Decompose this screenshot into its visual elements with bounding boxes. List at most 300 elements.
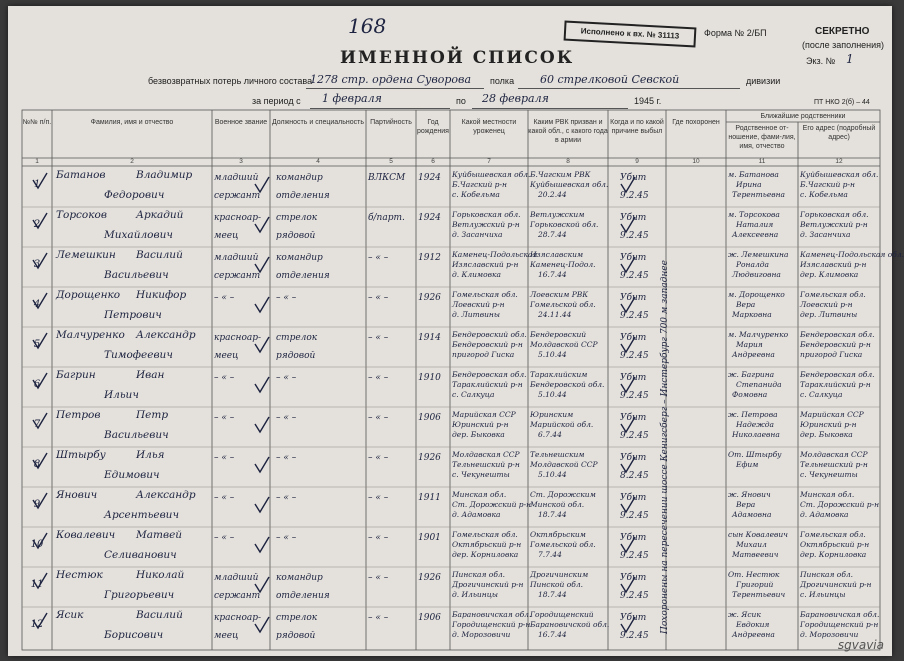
birthplace-line-1: Гомельская обл. — [452, 290, 518, 299]
rank-line-1: – « – — [214, 413, 235, 423]
rvk-line-1: Октябрьским — [530, 530, 586, 539]
birth-year: 1901 — [418, 533, 441, 543]
copy-label: Экз. № — [806, 56, 836, 66]
patronymic: Григорьевич — [104, 589, 175, 601]
first-name: Илья — [136, 449, 165, 461]
position-line-2: отделения — [276, 191, 330, 201]
address-line-2: Октябрьский р-н — [800, 540, 870, 549]
fate-date: 9.2.45 — [620, 511, 649, 521]
rvk-line-1: Ст. Дорожским — [530, 490, 596, 499]
row-number: 6 — [33, 379, 41, 390]
birth-year: 1910 — [418, 373, 441, 383]
patronymic: Ильич — [104, 389, 139, 401]
address-line-1: Барановичская обл. — [800, 610, 880, 619]
fate-date: 9.2.45 — [620, 431, 649, 441]
relative-line-2: Вера — [736, 300, 756, 309]
relative-line-2: Мария — [736, 340, 763, 349]
relative-line-2: Григорий — [736, 580, 774, 589]
fate-reason: Убит — [620, 573, 647, 583]
address-line-3: дер. Корниловка — [800, 550, 867, 559]
birthplace-line-2: Лоевский р-н — [452, 300, 505, 309]
patronymic: Федорович — [104, 189, 165, 201]
relative-line-2: Наталия — [736, 220, 774, 229]
fate-reason: Убит — [620, 493, 647, 503]
birthplace-line-2: Изяславский р-н — [452, 260, 519, 269]
fate-reason: Убит — [620, 213, 647, 223]
rvk-line-2: Куйбышевская обл. — [530, 180, 609, 189]
rank-line-2: сержант — [214, 591, 261, 601]
relative-line-2: Евдокия — [736, 620, 770, 629]
print-code: ПТ НКО 2(б) – 44 — [814, 99, 870, 106]
rank-line-1: – « – — [214, 493, 235, 503]
rank-line-1: младший — [214, 573, 259, 583]
relative-line-3: Адамовна — [732, 510, 772, 519]
last-name: Торсоков — [56, 209, 107, 221]
birth-year: 1914 — [418, 333, 441, 343]
rvk-line-2: Молдавской ССР — [530, 460, 598, 469]
birthplace-line-1: Горьковская обл. — [452, 210, 521, 219]
rank-line-1: – « – — [214, 533, 235, 543]
column-number-7: 7 — [487, 158, 491, 165]
fate-date: 9.2.45 — [620, 231, 649, 241]
first-name: Иван — [136, 369, 165, 381]
rvk-line-2: Молдавской ССР — [530, 340, 598, 349]
fate-date: 9.2.45 — [620, 191, 649, 201]
row-number: 1 — [33, 179, 41, 190]
birthplace-line-1: Каменец-Подольская — [452, 250, 538, 259]
birthplace-line-2: Ветлужский р-н — [452, 220, 520, 229]
position-line-2: рядовой — [276, 631, 316, 641]
address-line-3: с. Ильинцы — [800, 590, 846, 599]
party-membership: – « – — [368, 493, 389, 503]
address-line-3: дер. Литвины — [800, 310, 858, 319]
rank-line-2: меец — [214, 351, 239, 361]
rvk-line-2: Каменец-Подол. — [530, 260, 596, 269]
rvk-line-3: 16.7.44 — [538, 630, 567, 639]
column-header-2: Фамилия, имя и отчество — [90, 119, 174, 126]
birthplace-line-1: Минская обл. — [452, 490, 507, 499]
birthplace-line-3: дер. Быковка — [452, 430, 505, 439]
birth-year: 1924 — [418, 173, 441, 183]
column-number-4: 4 — [316, 158, 320, 165]
patronymic: Арсентьевич — [104, 509, 179, 521]
rvk-line-3: 16.7.44 — [538, 270, 567, 279]
address-line-2: Изяславский р-н — [800, 260, 867, 269]
row-number: 9 — [33, 499, 41, 510]
relative-line-2: Ефим — [736, 460, 759, 469]
birthplace-line-1: Куйбышевская обл. — [452, 170, 531, 179]
column-header-12: Его адрес (подробный адрес) — [802, 125, 876, 141]
last-name: Янович — [56, 489, 98, 501]
birthplace-line-2: Б.Чагский р-н — [452, 180, 507, 189]
birthplace-line-2: Юринский р-н — [452, 420, 509, 429]
party-membership: – « – — [368, 373, 389, 383]
rank-line-2: сержант — [214, 271, 261, 281]
relative-line-2: Вера — [736, 500, 756, 509]
column-number-10: 10 — [692, 158, 700, 165]
patronymic: Петрович — [104, 309, 162, 321]
birthplace-line-3: д. Адамовка — [452, 510, 501, 519]
after-filling-label: (после заполнения) — [802, 40, 885, 50]
party-membership: – « – — [368, 333, 389, 343]
row-number: 5 — [33, 339, 41, 350]
party-membership: ВЛКСМ — [368, 173, 406, 183]
column-header-5: Партийность — [370, 119, 412, 126]
patronymic: Васильевич — [104, 429, 169, 441]
position-line-2: отделения — [276, 271, 330, 281]
fate-reason: Убит — [620, 173, 647, 183]
rvk-line-1: Бендеровский — [530, 330, 587, 339]
address-line-2: Б.Чагский р-н — [800, 180, 855, 189]
position-line-2: отделения — [276, 591, 330, 601]
birthplace-line-3: дер. Корниловка — [452, 550, 519, 559]
form-label: Форма № 2/БП — [704, 28, 767, 38]
division-name: 60 стрелковой Севской — [540, 73, 680, 86]
first-name: Николай — [136, 569, 185, 581]
fate-reason: Убит — [620, 413, 647, 423]
party-membership: б/парт. — [368, 213, 405, 223]
rvk-line-3: 18.7.44 — [538, 590, 567, 599]
rvk-line-2: Гомельской обл. — [530, 540, 596, 549]
rvk-line-1: Дрогичинским — [530, 570, 589, 579]
birthplace-line-3: д. Климовка — [452, 270, 501, 279]
address-line-1: Молдавская ССР — [800, 450, 868, 459]
address-line-1: Пинская обл. — [800, 570, 854, 579]
last-name: Малчуренко — [56, 329, 125, 341]
column-header-10: Где похоронен — [672, 119, 720, 126]
row-number: 10 — [30, 539, 44, 550]
relative-line-1: ж. Ясик — [728, 610, 761, 619]
rvk-line-3: 5.10.44 — [538, 350, 567, 359]
column-header-4: Должность и специальность — [271, 119, 365, 126]
birthplace-line-1: Молдавская ССР — [452, 450, 520, 459]
position-line-1: – « – — [276, 293, 297, 303]
rvk-line-2: Барановичской обл. — [530, 620, 610, 629]
birthplace-line-2: Дрогичинский р-н — [452, 580, 524, 589]
birthplace-line-3: с. Чекунешты — [452, 470, 510, 479]
patronymic: Васильевич — [104, 269, 169, 281]
birthplace-line-1: Барановичская обл. — [452, 610, 532, 619]
birth-year: 1906 — [418, 413, 441, 423]
column-header-7: Какой местности уроженец — [461, 119, 517, 135]
rvk-line-3: 28.7.44 — [538, 230, 567, 239]
last-name: Батанов — [56, 169, 106, 181]
address-line-1: Гомельская обл. — [800, 290, 866, 299]
row-number: 4 — [33, 299, 41, 310]
first-name: Александр — [136, 329, 196, 341]
address-line-1: Марийская ССР — [800, 410, 864, 419]
patronymic: Тимофеевич — [104, 349, 173, 361]
birthplace-line-3: д. Морозовичи — [452, 630, 511, 639]
birth-year: 1924 — [418, 213, 441, 223]
relative-line-3: Алексеевна — [732, 230, 779, 239]
relative-line-2: Степанида — [736, 380, 782, 389]
row-number: 3 — [33, 259, 41, 270]
rvk-line-2: Минской обл. — [530, 500, 585, 509]
column-header-1: №№ п/п. — [22, 119, 52, 126]
birth-year: 1926 — [418, 573, 441, 583]
fate-date: 9.2.45 — [620, 391, 649, 401]
column-number-8: 8 — [566, 158, 570, 165]
position-line-1: стрелок — [276, 613, 318, 623]
position-line-1: стрелок — [276, 333, 318, 343]
first-name: Василий — [136, 609, 183, 621]
relative-line-1: От. Штырбу — [728, 450, 782, 459]
birthplace-line-3: с. Кобельма — [452, 190, 500, 199]
position-line-1: – « – — [276, 493, 297, 503]
birthplace-line-3: д. Ильинцы — [452, 590, 499, 599]
last-name: Штырбу — [56, 449, 106, 461]
first-name: Петр — [136, 409, 169, 421]
fate-reason: Убит — [620, 373, 647, 383]
period-prefix: за период с — [252, 96, 301, 106]
rvk-line-1: Изяславским — [530, 250, 584, 259]
po-label: по — [456, 96, 466, 106]
position-line-1: командир — [276, 253, 323, 263]
rank-line-1: красноар- — [214, 333, 262, 343]
birthplace-line-3: д. Засанчиха — [452, 230, 503, 239]
first-name: Василий — [136, 249, 183, 261]
rank-line-1: младший — [214, 173, 259, 183]
column-number-11: 11 — [758, 158, 766, 165]
address-line-2: Тараклийский р-н — [800, 380, 871, 389]
relative-line-1: От. Нестюк — [728, 570, 780, 579]
position-line-1: – « – — [276, 533, 297, 543]
birthplace-line-3: д. Литвины — [452, 310, 500, 319]
rvk-line-3: 24.11.44 — [538, 310, 572, 319]
address-line-3: с. Салкуца — [800, 390, 843, 399]
party-membership: – « – — [368, 573, 389, 583]
position-line-2: рядовой — [276, 231, 316, 241]
relative-line-3: Терентьевич — [732, 590, 786, 599]
execution-stamp: Исполнено к вх. № 31113 — [564, 21, 697, 48]
column-number-1: 1 — [35, 158, 39, 165]
fate-reason: Убит — [620, 293, 647, 303]
relative-line-2: Надежда — [736, 420, 774, 429]
column-number-6: 6 — [431, 158, 435, 165]
column-header-9: Когда и по какой причине выбыл — [610, 119, 664, 135]
polk-label: полка — [490, 76, 515, 86]
birthplace-line-2: Городищенский р-н — [452, 620, 531, 629]
party-membership: – « – — [368, 453, 389, 463]
party-membership: – « – — [368, 253, 389, 263]
row-number: 8 — [33, 459, 41, 470]
relative-line-3: Терентьевна — [732, 190, 786, 199]
rvk-line-3: 20.2.44 — [538, 190, 567, 199]
rvk-line-1: Городищенский — [530, 610, 594, 619]
relative-line-1: м. Дорощенко — [728, 290, 785, 299]
rank-line-2: меец — [214, 631, 239, 641]
burial-note: Похоронены на пересечении шоссе Кенигсберг – Инстербург 700 м западнее — [660, 260, 670, 634]
address-line-2: Городищенский р-н — [800, 620, 879, 629]
rvk-line-3: 5.10.44 — [538, 470, 567, 479]
rvk-line-2: Пинской обл. — [530, 580, 583, 589]
rvk-line-1: Лоевским РВК — [530, 290, 589, 299]
relative-line-2: Ирина — [736, 180, 762, 189]
relative-line-1: ж. Лемешкина — [728, 250, 789, 259]
birthplace-line-1: Пинская обл. — [452, 570, 506, 579]
secret-label: СЕКРЕТНО — [815, 26, 870, 37]
patronymic: Борисович — [104, 629, 164, 641]
relative-line-3: Матвеевич — [732, 550, 779, 559]
address-line-1: Бендеровская обл. — [800, 370, 875, 379]
fate-reason: Убит — [620, 333, 647, 343]
fate-date: 8.2.45 — [620, 471, 649, 481]
address-line-3: с. Кобельма — [800, 190, 848, 199]
first-name: Матвей — [136, 529, 183, 541]
birthplace-line-3: с. Салкуца — [452, 390, 495, 399]
rvk-line-2: Бендеровской обл. — [530, 380, 605, 389]
column-number-3: 3 — [239, 158, 243, 165]
year-suffix: 1945 г. — [634, 96, 662, 106]
column-header-11: Родственное от-ношение, фами-лия, имя, отчество — [728, 125, 796, 150]
rvk-line-1: Б.Чагским РВК — [530, 170, 591, 179]
address-line-1: Минская обл. — [800, 490, 855, 499]
period-from: 1 февраля — [322, 92, 382, 105]
relative-line-3: Марковна — [732, 310, 772, 319]
birthplace-line-2: Ст. Дорожский р-н — [452, 500, 532, 509]
column-header-8: Каким РВК призван и какой обл., с какого года в армии — [528, 119, 608, 144]
position-line-1: – « – — [276, 373, 297, 383]
column-header-3: Военное звание — [214, 119, 268, 126]
document-title: ИМЕННОЙ СПИСОК — [340, 48, 575, 68]
birthplace-line-2: Тельнешский р-н — [452, 460, 520, 469]
column-header-6: Год рождения — [417, 119, 449, 135]
birth-year: 1912 — [418, 253, 441, 263]
fate-date: 9.2.45 — [620, 351, 649, 361]
row-number: 11 — [30, 579, 44, 590]
patronymic: Селиванович — [104, 549, 177, 561]
address-line-3: дер. Климовка — [800, 270, 859, 279]
fate-reason: Убит — [620, 253, 647, 263]
relative-line-3: Андреевна — [732, 630, 775, 639]
relatives-header: Ближайшие родственники — [760, 113, 846, 120]
birth-year: 1926 — [418, 293, 441, 303]
relative-line-3: Фомовна — [732, 390, 768, 399]
address-line-1: Куйбышевская обл. — [800, 170, 879, 179]
birth-year: 1911 — [418, 493, 441, 503]
column-number-9: 9 — [635, 158, 639, 165]
party-membership: – « – — [368, 413, 389, 423]
birthplace-line-2: Тараклийский р-н — [452, 380, 523, 389]
party-membership: – « – — [368, 533, 389, 543]
address-line-1: Каменец-Подольская обл. — [800, 250, 904, 259]
row-number: 2 — [33, 219, 41, 230]
fate-date: 9.2.45 — [620, 311, 649, 321]
birthplace-line-2: Бендеровский р-н — [452, 340, 523, 349]
fate-date: 9.2.45 — [620, 271, 649, 281]
position-line-1: – « – — [276, 413, 297, 423]
position-line-1: – « – — [276, 453, 297, 463]
relative-line-1: м. Батанова — [728, 170, 779, 179]
last-name: Лемешкин — [56, 249, 116, 261]
address-line-2: Юринский р-н — [800, 420, 857, 429]
watermark: sgvavia — [837, 638, 884, 652]
birthplace-line-2: Октябрьский р-н — [452, 540, 522, 549]
address-line-3: пригород Гиска — [800, 350, 863, 359]
period-to: 28 февраля — [482, 92, 549, 105]
column-number-12: 12 — [835, 158, 843, 165]
relative-line-3: Людвиговна — [732, 270, 781, 279]
fate-reason: Убит — [620, 453, 647, 463]
birthplace-line-3: пригород Гиска — [452, 350, 515, 359]
patronymic: Михайлович — [104, 229, 173, 241]
relative-line-1: ж. Багрина — [728, 370, 775, 379]
archive-number: 168 — [348, 14, 387, 38]
column-number-5: 5 — [389, 158, 393, 165]
birthplace-line-1: Бендеровский обл. — [452, 330, 527, 339]
address-line-1: Горьковская обл. — [800, 210, 869, 219]
party-membership: – « – — [368, 613, 389, 623]
party-membership: – « – — [368, 293, 389, 303]
rvk-line-1: Тараклийским — [530, 370, 588, 379]
rvk-line-3: 18.7.44 — [538, 510, 567, 519]
rvk-line-2: Марийской обл. — [530, 420, 594, 429]
relative-line-1: ж. Янович — [728, 490, 771, 499]
address-line-2: Лоевский р-н — [800, 300, 853, 309]
position-line-1: стрелок — [276, 213, 318, 223]
birthplace-line-1: Гомельская обл. — [452, 530, 518, 539]
birthplace-line-1: Бендеровская обл. — [452, 370, 527, 379]
birthplace-line-1: Марийская ССР — [452, 410, 516, 419]
address-line-1: Бендеровская обл. — [800, 330, 875, 339]
rank-line-1: – « – — [214, 373, 235, 383]
rvk-line-1: Юринским — [530, 410, 574, 419]
patronymic: Едимович — [104, 469, 160, 481]
position-line-1: командир — [276, 173, 323, 183]
address-line-3: дер. Быковка — [800, 430, 853, 439]
last-name: Багрин — [56, 369, 96, 381]
relative-line-1: м. Малчуренко — [728, 330, 789, 339]
rvk-line-2: Гомельской обл. — [530, 300, 596, 309]
last-name: Дорощенко — [56, 289, 121, 301]
birth-year: 1926 — [418, 453, 441, 463]
fate-reason: Убит — [620, 613, 647, 623]
relative-line-3: Андреевна — [732, 350, 775, 359]
row-number: 12 — [30, 619, 44, 630]
relative-line-3: Николаевна — [732, 430, 780, 439]
relative-line-1: сын Ковалевич — [728, 530, 788, 539]
relative-line-2: Михаил — [736, 540, 767, 549]
relative-line-2: Роналда — [736, 260, 769, 269]
address-line-2: Бендеровский р-н — [800, 340, 871, 349]
losses-line-prefix: безвозвратных потерь личного состава — [148, 76, 313, 86]
rank-line-1: красноар- — [214, 613, 262, 623]
rank-line-1: – « – — [214, 293, 235, 303]
rank-line-1: красноар- — [214, 213, 262, 223]
fate-date: 9.2.45 — [620, 591, 649, 601]
rvk-line-2: Горьковской обл. — [530, 220, 599, 229]
address-line-3: д. Адамовка — [800, 510, 849, 519]
rvk-line-3: 7.7.44 — [538, 550, 562, 559]
fate-reason: Убит — [620, 533, 647, 543]
address-line-2: Тельнешский р-н — [800, 460, 868, 469]
address-line-2: Ветлужский р-н — [800, 220, 868, 229]
fate-date: 9.2.45 — [620, 631, 649, 641]
rank-line-2: сержант — [214, 191, 261, 201]
first-name: Александр — [136, 489, 196, 501]
rvk-line-1: Тельнешским — [530, 450, 585, 459]
position-line-1: командир — [276, 573, 323, 583]
address-line-1: Гомельская обл. — [800, 530, 866, 539]
rank-line-1: – « – — [214, 453, 235, 463]
position-line-2: рядовой — [276, 351, 316, 361]
address-line-3: с. Чекунешты — [800, 470, 858, 479]
division-label: дивизии — [746, 76, 781, 86]
rvk-line-1: Ветлужским — [530, 210, 585, 219]
fate-date: 9.2.45 — [620, 551, 649, 561]
relative-line-1: м. Торсокова — [728, 210, 780, 219]
